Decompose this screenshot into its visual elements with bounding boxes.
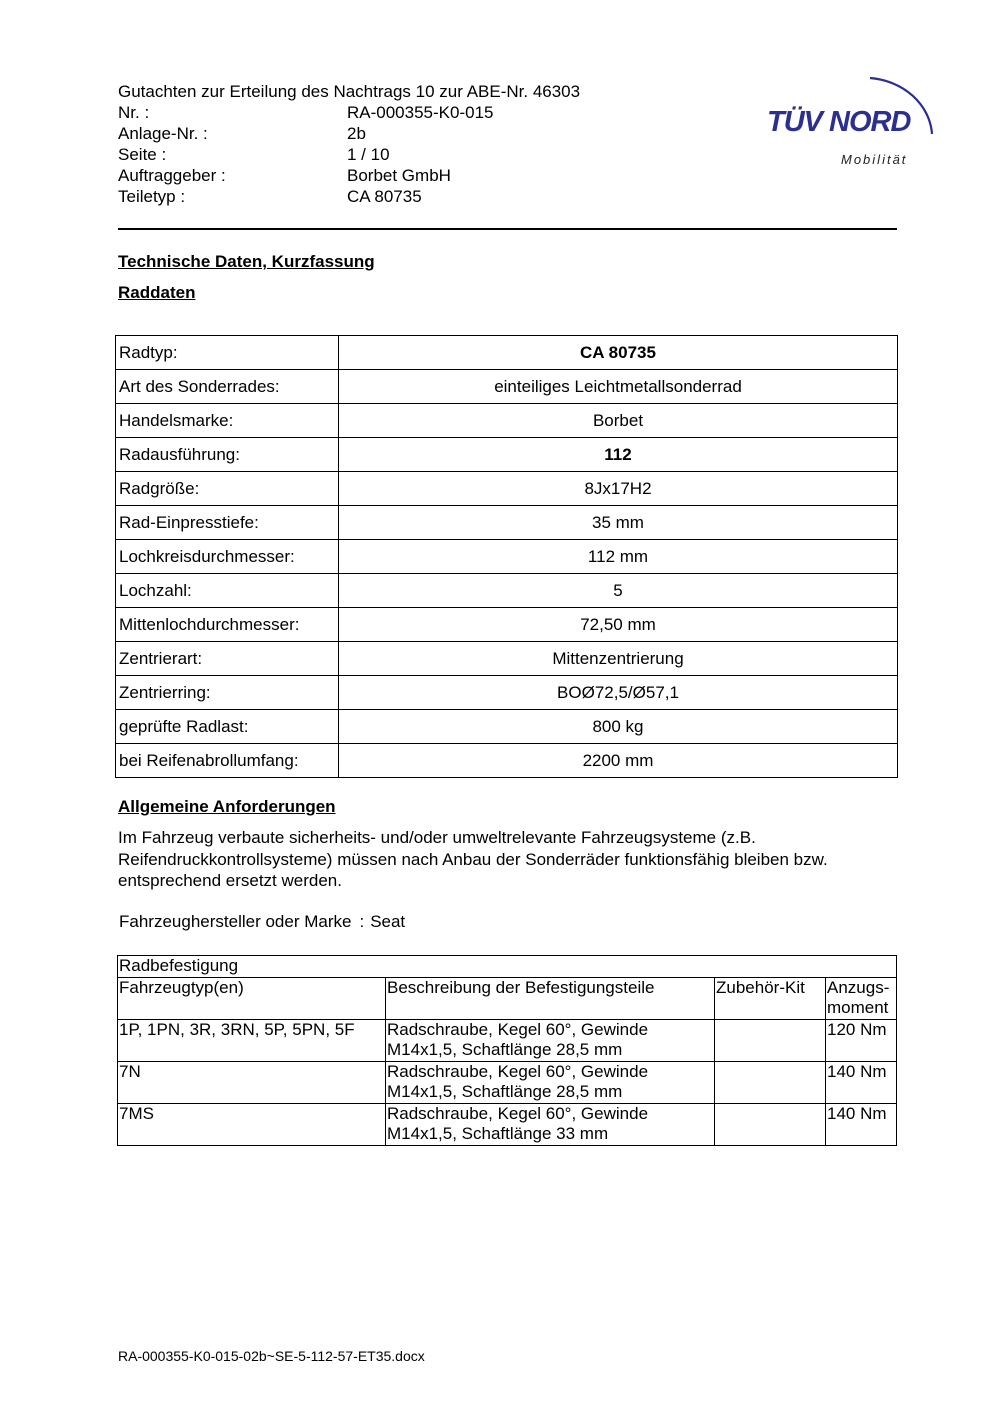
table-row	[116, 336, 898, 370]
header-label: Teiletyp :	[118, 187, 186, 206]
table-title-row	[118, 956, 897, 978]
table-row	[116, 540, 898, 574]
desc-line: Radschraube, Kegel 60°, Gewinde	[387, 1103, 649, 1123]
table-row	[116, 608, 898, 642]
fastening-title: Radbefestigung	[118, 956, 897, 978]
header-line: moment	[827, 998, 889, 1017]
cell-types: 1P, 1PN, 3R, 3RN, 5P, 5PN, 5F	[118, 1019, 386, 1061]
row-value: CA 80735	[339, 336, 898, 370]
cell-types: 7MS	[118, 1103, 386, 1145]
cell-description	[386, 1019, 715, 1061]
document-filename: RA-000355-K0-015-02b~SE-5-112-57-ET35.docx	[118, 1348, 425, 1364]
header-row-auftraggeber	[118, 165, 580, 186]
logo-brand: TÜV NORD	[767, 106, 911, 138]
document-header	[118, 81, 580, 207]
row-value: 35 mm	[339, 506, 898, 540]
desc-line: M14x1,5, Schaftlänge 28,5 mm	[387, 1082, 623, 1101]
header-divider	[118, 228, 897, 230]
text-line: Im Fahrzeug verbaute sicherheits- und/oder umweltrelevante Fahrzeugsysteme (z.B.	[118, 828, 756, 847]
row-label: Art des Sonderrades:	[116, 370, 339, 404]
row-value: BOØ72,5/Ø57,1	[339, 676, 898, 710]
row-label: Rad-Einpresstiefe:	[116, 506, 339, 540]
desc-line: M14x1,5, Schaftlänge 28,5 mm	[387, 1040, 623, 1059]
desc-line: M14x1,5, Schaftlänge 33 mm	[387, 1124, 609, 1143]
row-value: Mittenzentrierung	[339, 642, 898, 676]
col-header-torque	[826, 977, 897, 1019]
header-row-teiletyp	[118, 186, 580, 207]
table-row	[116, 404, 898, 438]
table-row	[116, 574, 898, 608]
header-label: Seite :	[118, 145, 167, 164]
row-value: 800 kg	[339, 710, 898, 744]
table-row	[116, 472, 898, 506]
table-row	[116, 370, 898, 404]
col-header-description: Beschreibung der Befestigungsteile	[386, 977, 715, 1019]
table-row	[116, 438, 898, 472]
table-row	[118, 1103, 897, 1145]
col-header-types: Fahrzeugtyp(en)	[118, 977, 386, 1019]
table-row	[116, 506, 898, 540]
header-label: Anlage-Nr. :	[118, 124, 208, 143]
row-value: 112	[339, 438, 898, 472]
row-label: bei Reifenabrollumfang:	[116, 744, 339, 778]
row-label: Mittenlochdurchmesser:	[116, 608, 339, 642]
header-value: RA-000355-K0-015	[347, 103, 494, 122]
cell-description	[386, 1103, 715, 1145]
table-row	[116, 642, 898, 676]
cell-types: 7N	[118, 1061, 386, 1103]
document-title: Gutachten zur Erteilung des Nachtrags 10 zur ABE-Nr. 46303	[118, 82, 581, 101]
table-row	[116, 676, 898, 710]
row-label: Handelsmarke:	[116, 404, 339, 438]
cell-kit	[715, 1061, 826, 1103]
header-line: Anzugs-	[827, 977, 890, 997]
header-row-anlage	[118, 123, 580, 144]
table-row	[118, 1019, 897, 1061]
row-value: 8Jx17H2	[339, 472, 898, 506]
header-value: CA 80735	[347, 187, 422, 206]
row-label: Radgröße:	[116, 472, 339, 506]
table-header-row	[118, 977, 897, 1019]
row-label: Radtyp:	[116, 336, 339, 370]
table-row	[118, 1061, 897, 1103]
row-label: Radausführung:	[116, 438, 339, 472]
desc-line: Radschraube, Kegel 60°, Gewinde	[387, 1061, 649, 1081]
section-heading-technische-daten: Technische Daten, Kurzfassung	[118, 252, 375, 271]
logo-subtitle: Mobilität	[841, 152, 908, 167]
cell-torque: 140 Nm	[826, 1061, 897, 1103]
row-label: Zentrierring:	[116, 676, 339, 710]
row-value: 72,50 mm	[339, 608, 898, 642]
row-value: 2200 mm	[339, 744, 898, 778]
row-value: Borbet	[339, 404, 898, 438]
text-line: Reifendruckkontrollsysteme) müssen nach Anbau der Sonderräder funktionsfähig bleiben bzw.	[118, 849, 828, 869]
row-label: geprüfte Radlast:	[116, 710, 339, 744]
cell-torque: 120 Nm	[826, 1019, 897, 1061]
row-value: 112 mm	[339, 540, 898, 574]
section-heading-raddaten: Raddaten	[118, 283, 196, 302]
cell-torque: 140 Nm	[826, 1103, 897, 1145]
wheel-fastening-table	[117, 955, 897, 1146]
row-value: einteiliges Leichtmetallsonderrad	[339, 370, 898, 404]
row-label: Lochzahl:	[116, 574, 339, 608]
desc-line: Radschraube, Kegel 60°, Gewinde	[387, 1019, 649, 1039]
tuev-nord-logo	[760, 56, 945, 176]
text-line: entsprechend ersetzt werden.	[118, 871, 342, 890]
table-row	[116, 744, 898, 778]
section-heading-allgemeine-anforderungen: Allgemeine Anforderungen	[118, 797, 336, 816]
table-row	[116, 710, 898, 744]
vehicle-maker	[119, 912, 405, 932]
cell-kit	[715, 1019, 826, 1061]
maker-label: Fahrzeughersteller oder Marke	[119, 912, 352, 931]
maker-value: Seat	[370, 912, 406, 931]
cell-description	[386, 1061, 715, 1103]
header-value: 1 / 10	[347, 145, 390, 164]
header-label: Nr. :	[118, 103, 150, 122]
row-label: Zentrierart:	[116, 642, 339, 676]
wheel-data-table	[115, 335, 898, 778]
col-header-kit: Zubehör-Kit	[715, 977, 826, 1019]
header-row-seite	[118, 144, 580, 165]
maker-separator: :	[359, 912, 365, 931]
cell-kit	[715, 1103, 826, 1145]
header-label: Auftraggeber :	[118, 166, 226, 185]
general-requirements-text	[118, 827, 908, 892]
row-label: Lochkreisdurchmesser:	[116, 540, 339, 574]
header-row-nr	[118, 102, 580, 123]
header-value: 2b	[347, 124, 366, 143]
row-value: 5	[339, 574, 898, 608]
header-value: Borbet GmbH	[347, 166, 451, 185]
